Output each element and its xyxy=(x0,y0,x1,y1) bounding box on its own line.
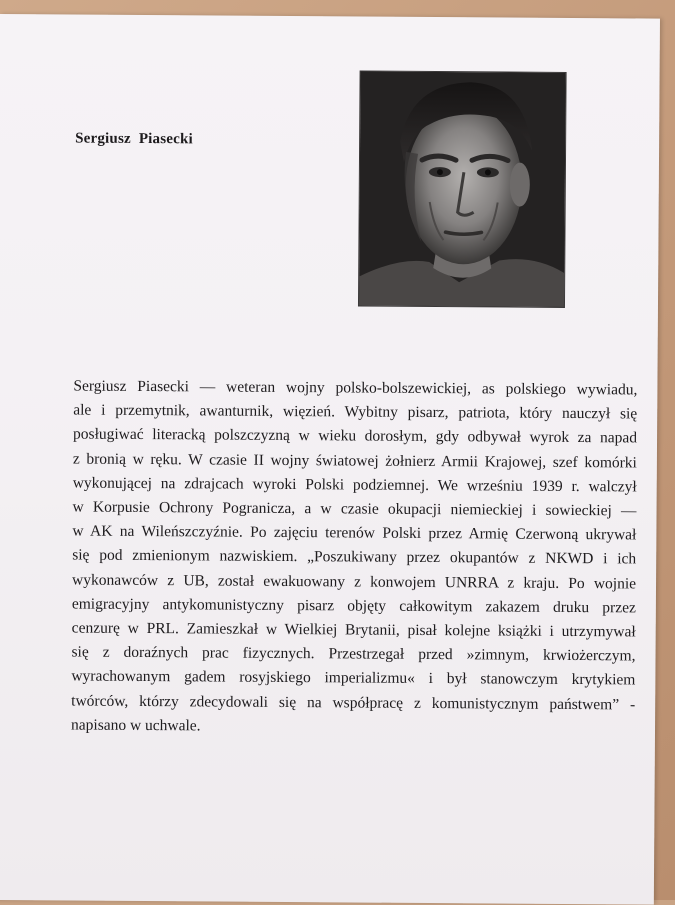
bio-line: Sergiusz Piasecki — weteran wojny polsko-bolszewickiej, as polskiego wywiadu, xyxy=(73,377,638,399)
bio-line: z bronią w ręku. W czasie II wojny światowej żołnierz Armii Krajowej, szef komórki xyxy=(72,450,637,472)
biography-text xyxy=(71,375,638,742)
bio-line: napisano w uchwale. xyxy=(70,716,201,735)
portrait-drawing xyxy=(359,72,566,307)
bio-line: się pod zmienionym nazwiskiem. „Poszukiwany przez okupantów z NKWD i ich xyxy=(72,546,637,568)
bio-line: emigracyjny antykomunistyczny pisarz objęty całkowitym zakazem druku przez xyxy=(71,595,636,617)
bio-line: wykonawców z UB, został ewakuowany z konwojem UNRRA z kraju. Po wojnie xyxy=(71,571,637,593)
bio-line: cenzurę w PRL. Zamieszkał w Wielkiej Brytanii, pisał kolejne książki i utrzymywał xyxy=(71,619,636,641)
bio-line: ale i przemytnik, awanturnik, więzień. Wybitny pisarz, patriota, który nauczył się xyxy=(73,401,638,423)
bio-line: twórców, którzy zdecydowali się na współpracę z komunistycznym państwem” - xyxy=(71,692,636,714)
bio-line: wyrachowanym gadem rosyjskiego imperializmu« i był stanowczym krytykiem xyxy=(71,667,636,689)
paper-sheet xyxy=(0,14,660,905)
person-name-heading: Sergiusz Piasecki xyxy=(75,130,193,148)
bio-line: się z doraźnych prac fizycznych. Przestrzegał przed »zimnym, krwiożerczym, xyxy=(71,643,636,665)
portrait-photo-icon xyxy=(358,71,567,308)
bio-line: wykonującej na zdrajcach wyroki Polski podziemnej. We wrześniu 1939 r. walczył xyxy=(72,474,637,496)
bio-line: w Korpusie Ochrony Pogranicza, a w czasie okupacji niemieckiej i sowieckiej — xyxy=(72,498,637,520)
bio-line: posługiwać literacką polszczyzną w wieku dorosłym, gdy odbywał wyrok za napad xyxy=(73,425,638,447)
bio-line: w AK na Wileńszczyźnie. Po zajęciu terenów Polski przez Armię Czerwoną ukrywał xyxy=(72,522,637,544)
